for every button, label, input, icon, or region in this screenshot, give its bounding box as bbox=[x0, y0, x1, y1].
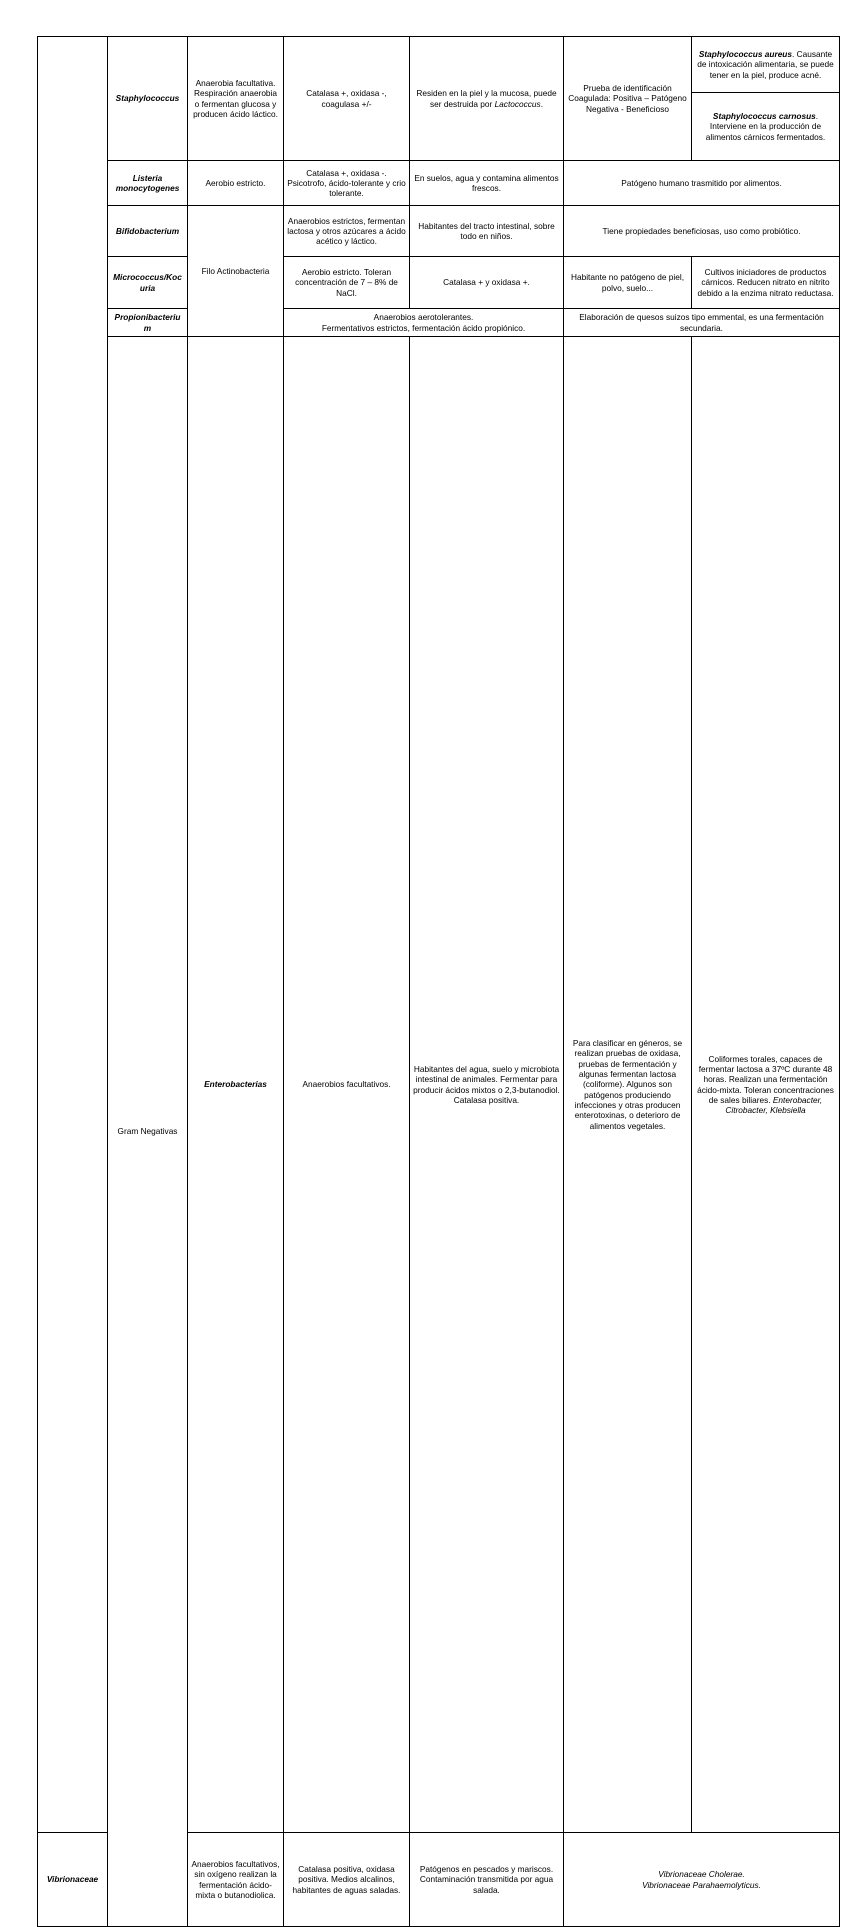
entero-tests: Habitantes del agua, suelo y microbiota intestinal de animales. Fermentar para producir ácidos mixtos o 2,3-butanodiol. Catalasa positiva. bbox=[410, 337, 564, 1833]
genus-propionibacterium: Propionibacterium bbox=[108, 309, 188, 337]
micro-notes: Cultivos iniciadores de productos cárnicos. Reducen nitrato en nitrito debido a la enzima nitrato reductasa. bbox=[692, 257, 840, 309]
vibrio-habitat: Patógenos en pescados y mariscos. Contaminación transmitida por agua salada. bbox=[410, 1833, 564, 1927]
entero-respiration: Anaerobios facultativos. bbox=[284, 337, 410, 1833]
group-gram-negative: Gram Negativas bbox=[108, 337, 188, 1927]
vibrio-parahaemolyticus: Vibrionaceae Parahaemolyticus. bbox=[642, 1879, 761, 1890]
staph-tests: Catalasa +, oxidasa -, coagulasa +/- bbox=[284, 37, 410, 161]
genus-bifidobacterium: Bifidobacterium bbox=[108, 206, 188, 257]
genus-vibrionaceae: Vibrionaceae bbox=[38, 1833, 108, 1927]
carnosus-name: Staphylococcus carnosus bbox=[712, 111, 816, 122]
aureus-name: Staphylococcus aureus bbox=[698, 49, 792, 60]
vibrio-cholerae: Vibrionaceae Cholerae. bbox=[658, 1869, 745, 1880]
staph-habitat bbox=[410, 37, 564, 161]
bifido-habitat: Habitantes del tracto intestinal, sobre todo en niños. bbox=[410, 206, 564, 257]
listeria-tests: Catalasa +, oxidasa -. Psicotrofo, ácido-tolerante y crio tolerante. bbox=[284, 161, 410, 206]
entero-ident-text: Coliformes torales, capaces de fermentar lactosa a 37ºC durante 48 horas. Realizan una fermentación ácido-mixta. Toleran concentraciones de sales biliares. bbox=[697, 1053, 834, 1105]
propioni-line2: Fermentativos estrictos, fermentación ácido propiónico. bbox=[321, 322, 526, 333]
staph-carnosus-note bbox=[692, 93, 840, 161]
bacteria-table bbox=[37, 36, 840, 1927]
entero-habitat: Para clasificar en géneros, se realizan pruebas de oxidasa, pruebas de fermentación y algunas fermentan lactosa (coliforme). Algunos son patógenos produciendo infecciones y otras producen enterotoxinas, o deterioro de alimentos vegetales. bbox=[564, 337, 692, 1833]
genus-micrococcus: Micrococcus/Kocuria bbox=[108, 257, 188, 309]
genus-enterobacterias: Enterobacterias bbox=[188, 337, 284, 1833]
aureus-text: . Causante de intoxicación alimentaria, se puede tener en la piel, produce acné. bbox=[697, 49, 834, 80]
micro-identification: Habitante no patógeno de piel, polvo, suelo... bbox=[564, 257, 692, 309]
propioni-description bbox=[284, 309, 564, 337]
vibrio-respiration: Anaerobios facultativos, sin oxígeno realizan la fermentación ácido-mixta o butanodiolica. bbox=[188, 1833, 284, 1927]
propioni-notes: Elaboración de quesos suizos tipo emmental, es una fermentación secundaria. bbox=[564, 309, 840, 337]
listeria-notes: Patógeno humano trasmitido por alimentos. bbox=[564, 161, 840, 206]
listeria-habitat: En suelos, agua y contamina alimentos frescos. bbox=[410, 161, 564, 206]
staph-respiration: Anaerobia facultativa. Respiración anaerobia o fermentan glucosa y producen ácido láctico. bbox=[188, 37, 284, 161]
micro-tests: Aerobio estricto. Toleran concentración de 7 – 8% de NaCl. bbox=[284, 257, 410, 309]
group-cell-blank bbox=[38, 37, 108, 1833]
group-actinobacteria: Filo Actinobacteria bbox=[188, 206, 284, 337]
carnosus-text: . Interviene en la producción de alimentos cárnicos fermentados. bbox=[705, 111, 826, 142]
genus-listeria: Listeria monocytogenes bbox=[108, 161, 188, 206]
staph-aureus-note bbox=[692, 37, 840, 93]
entero-ident-genera: Enterobacter, Citrobacter, Klebsiella bbox=[725, 1094, 823, 1116]
micro-habitat: Catalasa + y oxidasa +. bbox=[410, 257, 564, 309]
vibrio-tests: Catalasa positiva, oxidasa positiva. Medios alcalinos, habitantes de aguas saladas. bbox=[284, 1833, 410, 1927]
vibrio-notes bbox=[564, 1833, 840, 1927]
staph-habitat-end: . bbox=[540, 98, 543, 109]
staph-habitat-text: Residen en la piel y la mucosa, puede ser destruida por bbox=[416, 88, 557, 109]
staph-habitat-italic: Lactococcus bbox=[494, 98, 541, 109]
listeria-respiration: Aerobio estricto. bbox=[188, 161, 284, 206]
genus-staphylococcus: Staphylococcus bbox=[108, 37, 188, 161]
bifido-tests: Anaerobios estrictos, fermentan lactosa y otros azúcares a ácido acético y láctico. bbox=[284, 206, 410, 257]
propioni-line1: Anaerobios aerotolerantes. bbox=[373, 312, 474, 323]
bifido-notes: Tiene propiedades beneficiosas, uso como probiótico. bbox=[564, 206, 840, 257]
staph-identification: Prueba de identificación Coagulada: Positiva – Patógeno Negativa - Beneficioso bbox=[564, 37, 692, 161]
entero-identification bbox=[692, 337, 840, 1833]
